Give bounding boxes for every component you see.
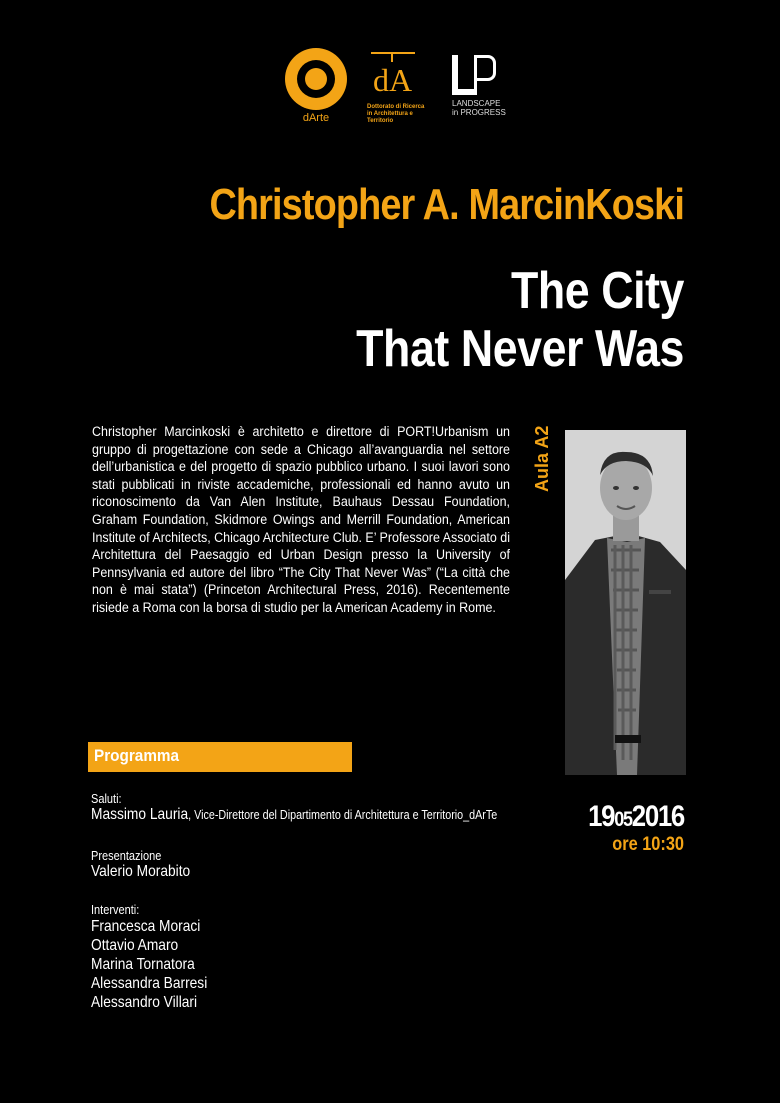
list-item: Alessandro Villari <box>91 994 198 1011</box>
landscape-in-progress-logo <box>452 55 512 127</box>
speaker-photo <box>565 430 686 775</box>
lecture-title-line2: That Never Was <box>356 320 684 378</box>
seal-emblem-icon <box>285 48 347 110</box>
event-month: 05 <box>614 808 632 831</box>
interventi-list <box>91 917 226 1012</box>
da-doctorate-logo <box>367 52 437 132</box>
saluti-name: Massimo Lauria <box>91 806 189 823</box>
university-seal-logo <box>283 48 349 128</box>
lecture-title <box>268 262 684 378</box>
list-item: Ottavio Amaro <box>91 937 179 954</box>
speaker-bio: Christopher Marcinkoski è architetto e direttore di PORT!Urbanism un gruppo di progettazione con sede a Chicago all’avanguardia nel settore dell’urbanistica e del progetto di spazio pubblico urbano. I suoi lavori sono stati pubblicati in riviste accademiche, professionali ed hanno avuto un riconoscimento da Van Alen Institute, Bauhaus Dessau Foundation, Graham Foundation, Skidmore Owings and Merrill Foundation, American Institute of Architects, Chicago Architecture Club. E’ Professore Associato di Architettura del Paesaggio ed Urban Design presso la University of Pennsylvania ed autore del libro “The City That Never Was” (“La città che non è mai stata”) (Princeton Architectural Press, 2016). Recentemente risiede a Roma con la borsa di studio per la American Academy in Rome. <box>92 424 510 616</box>
list-item: Alessandra Barresi <box>91 975 208 992</box>
saluti-role: , Vice-Direttore del Dipartimento di Architettura e Territorio_dArTe <box>188 808 498 822</box>
saluti-entry <box>91 806 497 824</box>
seal-label: dArte <box>302 112 330 124</box>
event-year: 2016 <box>631 800 684 833</box>
room-label: Aula A2 <box>532 425 552 492</box>
presentazione-name: Valerio Morabito <box>91 863 191 880</box>
lecture-title-line1: The City <box>511 262 684 320</box>
event-day: 19 <box>588 800 615 833</box>
lp-mark-icon <box>452 55 498 97</box>
interventi-label: Interventi: <box>91 903 140 917</box>
speaker-name: Christopher A. MarcinKoski <box>209 180 685 229</box>
presentazione-label: Presentazione <box>91 849 162 863</box>
lp-caption-line1: LANDSCAPE <box>452 99 501 108</box>
da-mark-icon: dA <box>371 52 415 100</box>
event-time: ore 10:30 <box>612 834 684 855</box>
list-item: Marina Tornatora <box>91 956 195 973</box>
da-caption-line1: Dottorato di Ricerca <box>367 104 425 110</box>
da-caption-line2: in Architettura e Territorio <box>367 111 413 124</box>
event-date <box>577 800 684 834</box>
list-item: Francesca Moraci <box>91 918 201 935</box>
lp-caption-line2: in PROGRESS <box>452 108 506 117</box>
programma-heading: Programma <box>94 746 180 765</box>
saluti-label: Saluti: <box>91 792 122 806</box>
